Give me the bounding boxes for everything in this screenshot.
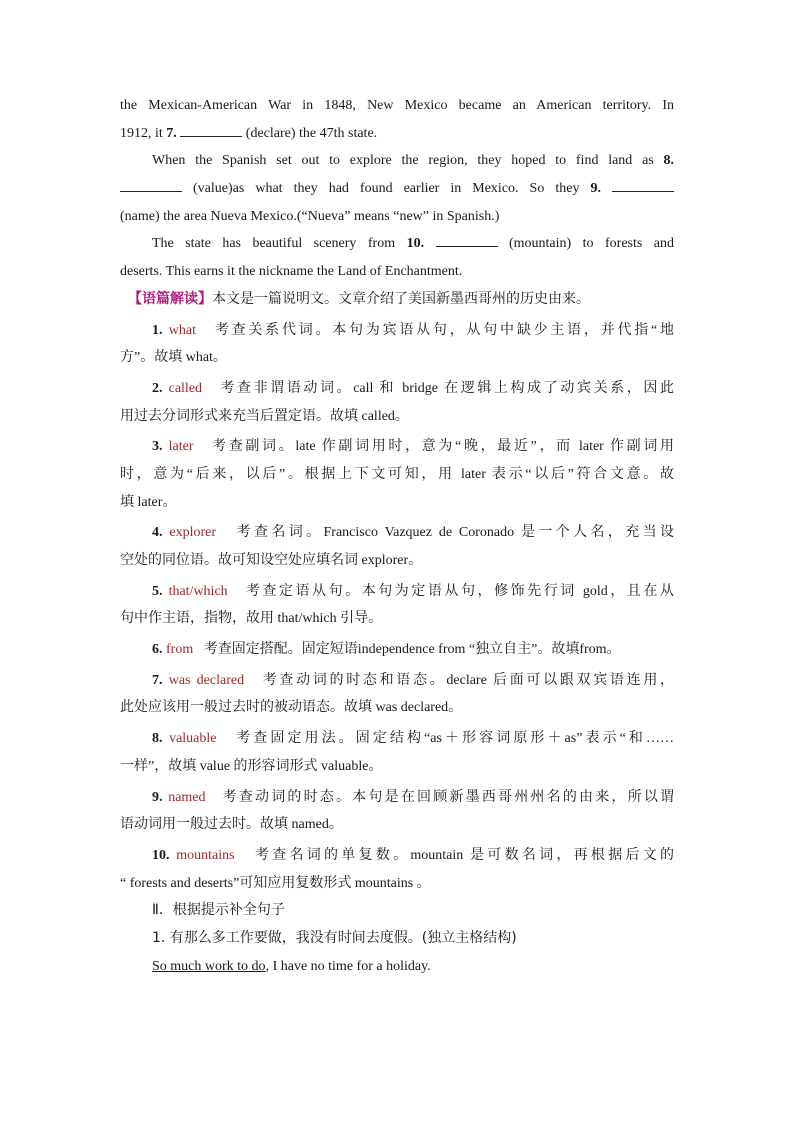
- answer-key: explorer: [169, 525, 217, 541]
- answer-number: 7.: [152, 672, 163, 688]
- answer-number: 1.: [152, 322, 163, 338]
- answer-line: [120, 578, 674, 606]
- answer-line: [120, 375, 674, 403]
- passage-line: [120, 258, 674, 286]
- answer-line: [120, 547, 674, 575]
- answer-line: [120, 489, 674, 517]
- analysis-text: 本文是一篇说明文。文章介绍了美国新墨西哥州的历史由来。: [212, 291, 590, 307]
- answer-line: [120, 842, 674, 870]
- analysis-line: [120, 286, 674, 314]
- answer-number: 9.: [152, 789, 163, 805]
- passage-text: (mountain) to forests and: [497, 236, 675, 252]
- answer-explanation: 用过去分词形式来充当后置定语。故填 called。: [120, 408, 409, 424]
- answer-explanation: 考查动词的时态和语态。declare 后面可以跟双宾语连用，: [262, 672, 675, 688]
- passage-text: (name) the area Nueva Mexico.(“Nueva” means “new” in Spanish.): [120, 208, 500, 224]
- answer-explanation: 一样”，故填 value 的形容词形式 valuable。: [120, 758, 383, 774]
- blank-number: 9.: [590, 181, 601, 197]
- question-line: [120, 925, 674, 953]
- blank-number: 10.: [406, 236, 425, 252]
- passage-line: [120, 120, 674, 148]
- answer-key: named: [168, 789, 206, 805]
- answer-explanation: 考查固定搭配。固定短语independence from “独立自主”。故填from。: [203, 642, 621, 658]
- document-page: [120, 92, 674, 980]
- passage-line: [120, 175, 674, 203]
- answer-explanation: 考查固定用法。固定结构“as＋形容词原形＋as”表示“和……: [236, 731, 675, 747]
- answer-key: from: [166, 642, 194, 658]
- answer-line: [120, 870, 674, 898]
- answer-number: 10.: [152, 847, 170, 863]
- answer-key: later: [168, 439, 194, 455]
- section-title: [120, 897, 674, 925]
- answer-line: [120, 811, 674, 839]
- analysis-tag: 【语篇解读】: [128, 291, 212, 307]
- passage-text: (declare) the 47th state.: [242, 125, 378, 141]
- answer-blank: [120, 176, 182, 192]
- answer-line: [120, 784, 674, 812]
- answer-blank: [180, 121, 242, 137]
- answer-explanation: 填 later。: [120, 494, 177, 510]
- answer-line: [120, 433, 674, 461]
- passage-line: [120, 147, 674, 175]
- answer-number: 4.: [152, 525, 163, 541]
- answer-key: that/which: [168, 583, 228, 599]
- underlined-answer: So much work to do: [152, 958, 266, 974]
- answer-explanation: 考查非谓语动词。call 和 bridge 在逻辑上构成了动宾关系，因此: [220, 380, 674, 396]
- answer-number: 3.: [152, 439, 163, 455]
- answer-number: 6.: [152, 642, 163, 658]
- answer-line: [120, 753, 674, 781]
- answer-blank: [436, 231, 498, 247]
- answer-explanation: 考查副词。late 作副词用时，意为“晚，最近”，而 later 作副词用: [212, 439, 674, 455]
- answer-key: was declared: [168, 672, 245, 688]
- answer-line: [120, 725, 674, 753]
- passage-line: [120, 92, 674, 120]
- answer-explanation: “ forests and deserts”可知应用复数形式 mountains 。: [120, 875, 431, 891]
- answer-explanation: 句中作主语，指物，故用 that/which 引导。: [120, 611, 383, 627]
- answer-blank: [612, 176, 674, 192]
- answer-number: 8.: [152, 731, 163, 747]
- answer-explanation: 考查动词的时态。本句是在回顾新墨西哥州州名的由来，所以谓: [222, 789, 675, 805]
- answer-explanation: 考查名词。Francisco Vazquez de Coronado 是一个人名，充当设: [236, 525, 674, 541]
- answer-explanation: 此处应该用一般过去时的被动语态。故填 was declared。: [120, 700, 463, 716]
- answer-line: [120, 636, 674, 664]
- passage-line: [120, 230, 674, 258]
- passage-text: (value)as what they had found earlier in Mexico. So they: [182, 181, 591, 197]
- answer-explanation: 时，意为“后来，以后”。根据上下文可知，用 later 表示“以后”符合文意。故: [120, 466, 674, 482]
- passage-text: 1912, it: [120, 125, 167, 141]
- passage-text: deserts. This earns it the nickname the Land of Enchantment.: [120, 264, 463, 280]
- question-text: 1. 有那么多工作要做，我没有时间去度假。(独立主格结构): [152, 929, 517, 946]
- answer-number: 2.: [152, 380, 163, 396]
- answer-number: 5.: [152, 583, 163, 599]
- answer-key: mountains: [176, 847, 235, 863]
- answer-line: [120, 667, 674, 695]
- answer-key: called: [168, 380, 203, 396]
- passage-line: [120, 203, 674, 231]
- answer-line: [120, 694, 674, 722]
- passage-text: The state has beautiful scenery from: [152, 236, 407, 252]
- answer-key: valuable: [169, 731, 217, 747]
- answer-line: [120, 344, 674, 372]
- answer-explanation: 考查名词的单复数。mountain 是可数名词，再根据后文的: [254, 847, 675, 863]
- answer-line: [120, 461, 674, 489]
- answer-explanation: 空处的同位语。故可知设空处应填名词 explorer。: [120, 553, 423, 568]
- answer-line: [120, 403, 674, 431]
- answer-line: [120, 519, 674, 547]
- answer-key: what: [168, 322, 196, 338]
- answer-line: [120, 605, 674, 633]
- answer-explanation: 考查定语从句。本句为定语从句，修饰先行词 gold，且在从: [245, 583, 675, 599]
- answer-line: [120, 317, 674, 345]
- answer-explanation: 语动词用一般过去时。故填 named。: [120, 817, 343, 833]
- question-answer-line: [120, 953, 674, 981]
- passage-text: the Mexican-American War in 1848, New Mexico became an American territory. In: [120, 98, 674, 113]
- blank-number: 7.: [166, 125, 177, 141]
- section-title-text: Ⅱ．根据提示补全句子: [152, 902, 285, 919]
- answer-explanation: 考查关系代词。本句为宾语从句，从句中缺少主语，并代指“地: [214, 322, 675, 338]
- blank-number: 8.: [663, 153, 674, 169]
- answer-text: , I have no time for a holiday.: [265, 958, 431, 974]
- answer-explanation: 方”。故填 what。: [120, 350, 227, 366]
- passage-text: When the Spanish set out to explore the region, they hoped to find land as: [152, 153, 664, 169]
